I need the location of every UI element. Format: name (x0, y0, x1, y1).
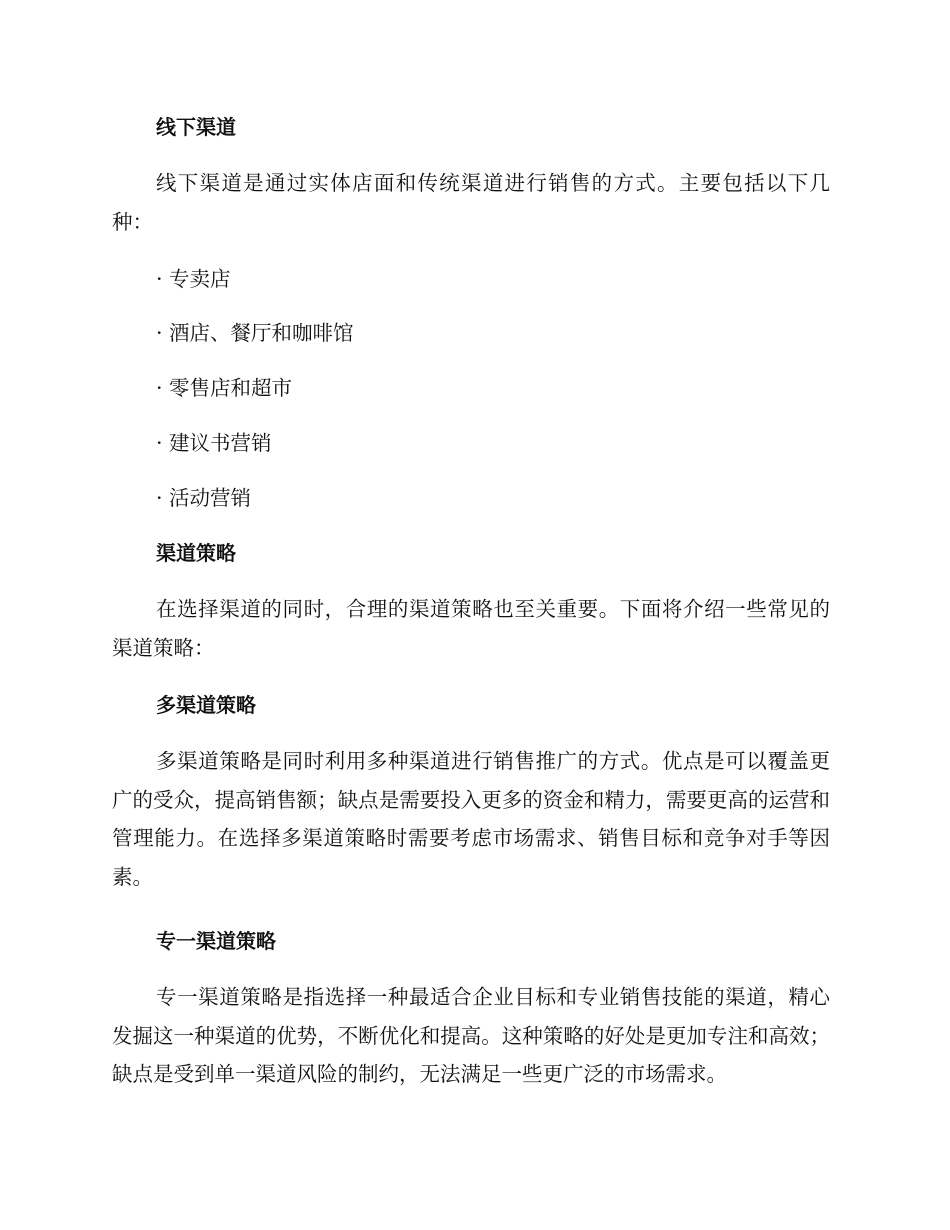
list-item-proposal-marketing: · 建议书营销 (156, 431, 272, 455)
list-item-specialty-store: · 专卖店 (156, 267, 231, 291)
section-heading-multi-channel: 多渠道策略 (156, 693, 256, 717)
paragraph-offline-intro: 线下渠道是通过实体店面和传统渠道进行销售的方式。主要包括以下几种： (112, 171, 830, 234)
section-heading-offline-channels: 线下渠道 (156, 115, 236, 139)
paragraph-channel-strategy: 在选择渠道的同时，合理的渠道策略也至关重要。下面将介绍一些常见的渠道策略： (112, 597, 830, 660)
section-heading-channel-strategy: 渠道策略 (156, 541, 236, 565)
list-item-hotel-restaurant-cafe: · 酒店、餐厅和咖啡馆 (156, 321, 354, 345)
list-item-event-marketing: · 活动营销 (156, 486, 252, 510)
list-item-retail-supermarket: · 零售店和超市 (156, 376, 293, 400)
paragraph-single-channel: 专一渠道策略是指选择一种最适合企业目标和专业销售技能的渠道，精心发掘这一种渠道的优势，不断优化和提高。这种策略的好处是更加专注和高效；缺点是受到单一渠道风险的制约，无法满足一些更广泛的市场需求。 (112, 985, 830, 1086)
paragraph-multi-channel: 多渠道策略是同时利用多种渠道进行销售推广的方式。优点是可以覆盖更广的受众，提高销售额；缺点是需要投入更多的资金和精力，需要更高的运营和管理能力。在选择多渠道策略时需要考虑市场需求、销售目标和竞争对手等因素。 (112, 749, 830, 889)
section-heading-single-channel: 专一渠道策略 (156, 929, 276, 953)
